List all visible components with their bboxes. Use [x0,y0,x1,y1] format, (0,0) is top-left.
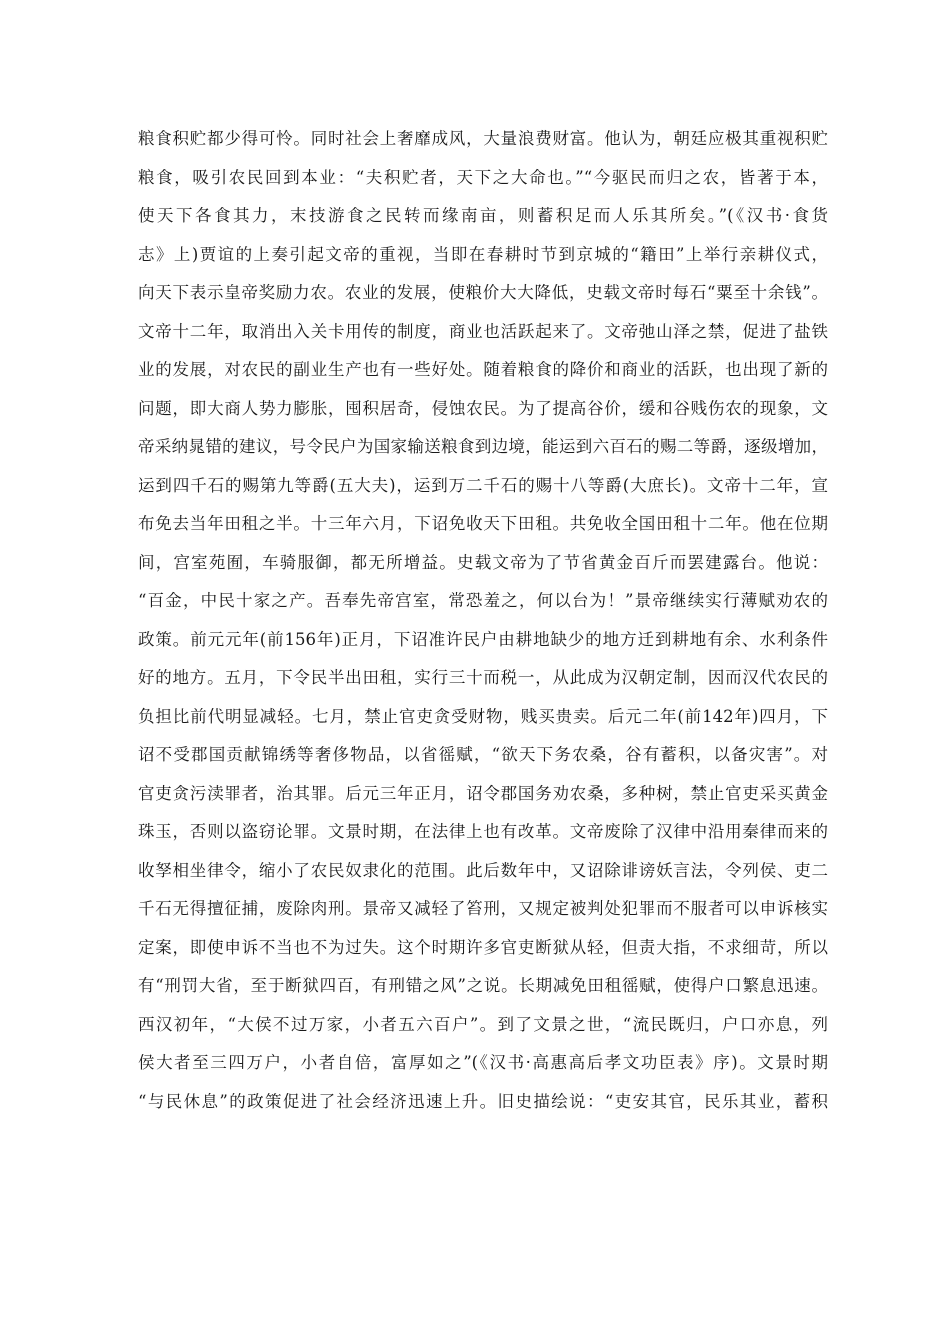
text-line: 间，宫室苑囿，车骑服御，都无所增益。史载文帝为了节省黄金百斤而罢建露台。他说： [138,552,828,572]
body-text [138,120,828,1121]
text-line: 侯大者至三四万户，小者自倍，富厚如之”(《汉书·高惠高后孝文功臣表》序)。文景时期 [138,1053,828,1072]
text-line: 文帝十二年，取消出入关卡用传的制度，商业也活跃起来了。文帝弛山泽之禁，促进了盐铁 [138,321,828,341]
text-line: 珠玉，否则以盗窃论罪。文景时期，在法律上也有改革。文帝废除了汉律中沿用秦律而来的 [138,822,828,841]
text-line: 诏不受郡国贡献锦绣等奢侈物品，以省徭赋，“欲天下务农桑，谷有蓄积，以备灾害”。对 [138,745,828,764]
text-line: 布免去当年田租之半。十三年六月，下诏免收天下田租。共免收全国田租十二年。他在位期 [138,514,828,533]
text-line: 志》上)贾谊的上奏引起文帝的重视，当即在春耕时节到京城的“籍田”上举行亲耕仪式， [138,244,828,264]
text-line: 负担比前代明显减轻。七月，禁止官吏贪受财物，贱买贵卖。后元二年(前142年)四月，下 [138,706,828,726]
text-line: 好的地方。五月，下令民半出田租，实行三十而税一，从此成为汉朝定制，因而汉代农民的 [138,668,828,687]
text-line: 西汉初年，“大侯不过万家，小者五六百户”。到了文景之世，“流民既归，户口亦息，列 [138,1014,828,1034]
text-line: 粮食，吸引农民回到本业：“夫积贮者，天下之大命也。”“今驱民而归之农，皆著于本， [138,167,828,187]
text-line: 千石无得擅征捕，废除肉刑。景帝又减轻了笞刑，又规定被判处犯罪而不服者可以申诉核实 [138,899,828,918]
text-line: 业的发展，对农民的副业生产也有一些好处。随着粮食的降价和商业的活跃，也出现了新的 [138,360,828,379]
text-line: “与民休息”的政策促进了社会经济迅速上升。旧史描绘说：“吏安其官，民乐其业，蓄积 [138,1091,828,1111]
text-line: 帝采纳晁错的建议，号令民户为国家输送粮食到边境，能运到六百石的赐二等爵，逐级增加， [138,437,828,456]
text-line: 运到四千石的赐第九等爵(五大夫)，运到万二千石的赐十八等爵(大庶长)。文帝十二年，宣 [138,475,828,495]
text-line: 定案，即使申诉不当也不为过失。这个时期许多官吏断狱从轻，但责大指，不求细苛，所以 [138,937,828,957]
text-line: 官吏贪污渎罪者，治其罪。后元三年正月，诏令郡国务劝农桑，多种树，禁止官吏采买黄金 [138,783,828,803]
text-line: 收孥相坐律令，缩小了农民奴隶化的范围。此后数年中，又诏除诽谤妖言法，令列侯、吏二 [138,860,828,880]
text-line: 问题，即大商人势力膨胀，囤积居奇，侵蚀农民。为了提高谷价，缓和谷贱伤农的现象，文 [138,398,828,418]
text-line: 粮食积贮都少得可怜。同时社会上奢靡成风，大量浪费财富。他认为，朝廷应极其重视积贮 [138,129,828,148]
text-line: 使天下各食其力，末技游食之民转而缘南亩，则蓄积足而人乐其所矣。”(《汉书·食货 [138,206,828,225]
text-line: 政策。前元元年(前156年)正月，下诏准许民户由耕地缺少的地方迁到耕地有余、水利条件 [138,629,828,649]
text-line: 有“刑罚大省，至于断狱四百，有刑错之风”之说。长期减免田租徭赋，使得户口繁息迅速。 [138,976,828,995]
text-line: 向天下表示皇帝奖励力农。农业的发展，使粮价大大降低，史载文帝时每石“粟至十余钱”。 [138,283,828,302]
text-line: “百金，中民十家之产。吾奉先帝宫室，常恐羞之，何以台为！”景帝继续实行薄赋劝农的 [138,591,828,610]
